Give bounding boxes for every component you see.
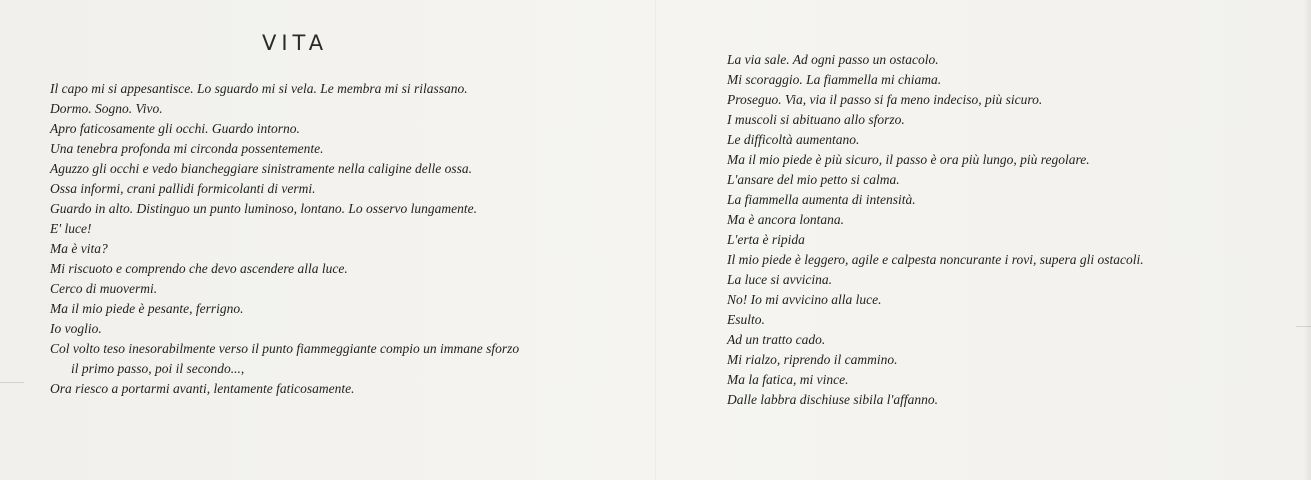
poem-line: La fiammella aumenta di intensità.	[727, 192, 916, 207]
poem-line: E' luce!	[50, 221, 92, 236]
poem-line: Ma è ancora lontana.	[727, 212, 844, 227]
poem-line: Una tenebra profonda mi circonda possentemente.	[50, 141, 324, 156]
poem-line: Ora riesco a portarmi avanti, lentamente faticosamente.	[50, 381, 355, 396]
poem-line: Ma la fatica, mi vince.	[727, 372, 849, 387]
poem-line: Aguzzo gli occhi e vedo biancheggiare sinistramente nella caligine delle ossa.	[50, 161, 473, 176]
poem-line: Ma il mio piede è pesante, ferrigno.	[50, 301, 244, 316]
poem-line: L'ansare del mio petto si calma.	[727, 172, 900, 187]
poem-line: La luce si avvicina.	[727, 272, 832, 287]
poem-line: Ma il mio piede è più sicuro, il passo è ora più lungo, più regolare.	[727, 152, 1090, 167]
poem-line: Guardo in alto. Distinguo un punto luminoso, lontano. Lo osservo lungamente.	[50, 201, 478, 216]
poem-line: Ma è vita?	[50, 241, 108, 256]
poem-line: Mi riscuoto e comprendo che devo ascendere alla luce.	[50, 261, 348, 276]
poem-line: Ossa informi, crani pallidi formicolanti di vermi.	[50, 181, 316, 196]
poem-line: Apro faticosamente gli occhi. Guardo intorno.	[50, 121, 300, 136]
poem-right-column	[727, 50, 1144, 410]
poem-line: Col volto teso inesorabilmente verso il punto fiammeggiante compio un immane sforzo	[50, 341, 520, 356]
poem-line: L'erta è ripida	[727, 232, 805, 247]
poem-line: Mi rialzo, riprendo il cammino.	[727, 352, 898, 367]
poem-line: Il capo mi si appesantisce. Lo sguardo mi si vela. Le membra mi si rilassano.	[50, 81, 468, 96]
scan-mark	[0, 382, 24, 383]
poem-line: Esulto.	[727, 312, 765, 327]
poem-line: Dalle labbra dischiuse sibila l'affanno.	[727, 392, 939, 407]
poem-line: La via sale. Ad ogni passo un ostacolo.	[727, 52, 939, 67]
page-edge-shadow	[1304, 0, 1311, 480]
page-fold	[655, 0, 656, 480]
poem-line: Dormo. Sogno. Vivo.	[50, 101, 163, 116]
poem-line: Proseguo. Via, via il passo si fa meno indeciso, più sicuro.	[727, 92, 1043, 107]
poem-line: Le difficoltà aumentano.	[727, 132, 860, 147]
poem-line: Mi scoraggio. La fiammella mi chiama.	[727, 72, 942, 87]
poem-line: No! Io mi avvicino alla luce.	[727, 292, 882, 307]
poem-line: Il mio piede è leggero, agile e calpesta noncurante i rovi, supera gli ostacoli.	[727, 252, 1144, 267]
poem-title: VITA	[262, 31, 329, 55]
poem-line: Io voglio.	[50, 321, 102, 336]
poem-line-continuation: il primo passo, poi il secondo...,	[71, 361, 245, 376]
poem-left-column	[50, 79, 519, 399]
poem-line: Cerco di muovermi.	[50, 281, 158, 296]
poem-line: Ad un tratto cado.	[727, 332, 826, 347]
scan-mark	[1296, 326, 1311, 327]
poem-line: I muscoli si abituano allo sforzo.	[727, 112, 905, 127]
